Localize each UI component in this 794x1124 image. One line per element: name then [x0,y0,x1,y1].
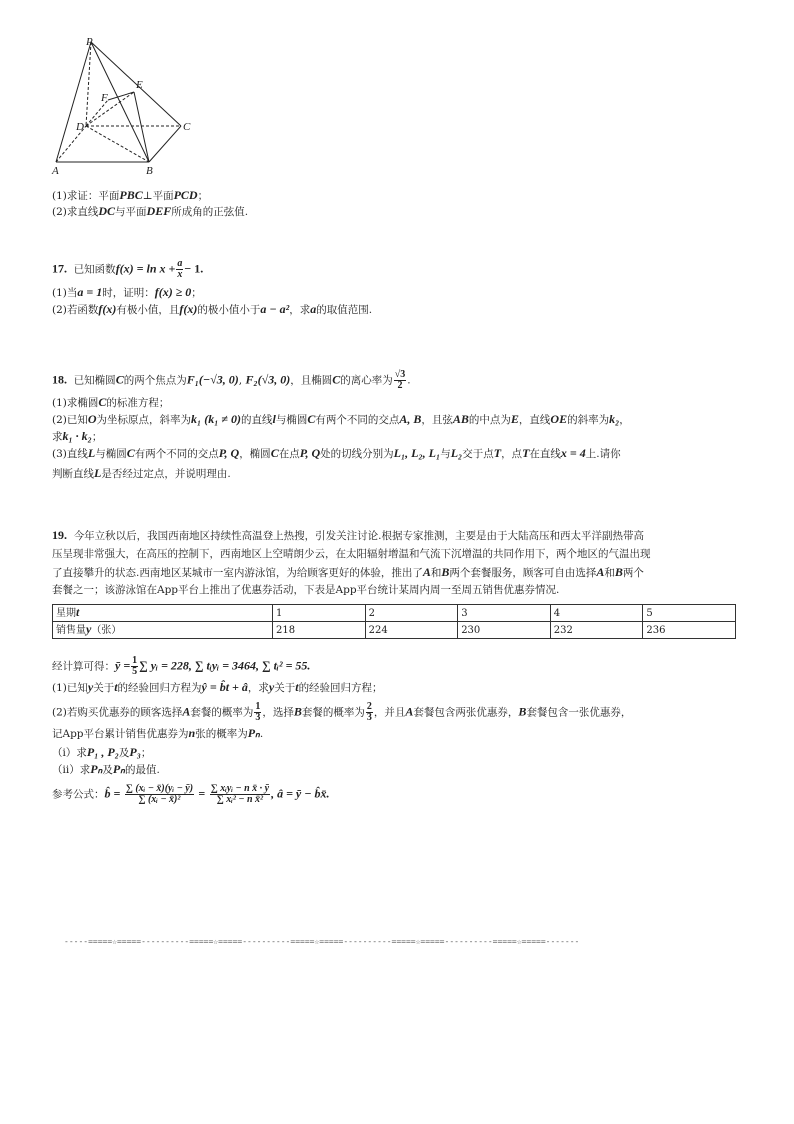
table-cell: 1 [273,605,366,622]
table-cell: 2 [365,605,458,622]
edge-FE [108,92,134,100]
q19-part2-line2: 记App平台累计销售优惠券为n张的概率为Pₙ. [52,726,264,740]
table-row [53,605,736,622]
label-E: E [136,79,143,91]
table-cell: 236 [643,622,736,639]
q19-sub-ii: （ii）求Pₙ及Pₙ的最值. [52,762,160,776]
table-cell: 218 [273,622,366,639]
q18-part3-line1: (3)直线L与椭圆C有两个不同的交点P, Q，椭圆C在点P, Q处的切线分别为L₁, L₂, L₁与L₂交于点T，点T在直线x = 4上.请你 [52,446,621,460]
q19-sub-i: （i）求P₁ , P₂及P₃； [52,745,152,759]
edge-PA [56,42,91,162]
table-row [53,622,736,639]
q19-para-line4: 套餐之一；该游泳馆在App平台上推出了优惠券活动，下表是App平台统计某周内周一至周五销售优惠券情况. [52,584,560,596]
table-cell: 232 [550,622,643,639]
edge-EB [134,92,149,162]
q16-part2: (2)求直线DC与平面DEF所成角的正弦值. [52,204,249,218]
label-A: A [52,165,59,176]
coupon-sales-table [52,604,736,639]
q17-stem: 17. 已知函数f(x) = ln x + $\frac{a}{x}$ − 1. [52,258,204,280]
label-C: C [183,121,191,133]
q19-reference-formula: 参考公式：b̂ = $\frac{\text{∑ (xᵢ − x̄)(yᵢ − ȳ)}}{\text{∑ (xᵢ − x̄)²}}$ = $\frac{\text{∑ xᵢyᵢ − n x̄ · ȳ}}{\text{∑ xᵢ² − n x̄²}}$ , â = ȳ − b̂x̄. [52,783,330,805]
q19-calc: 经计算可得：ȳ = $\frac{1}{5}$ ∑ yᵢ = 228, ∑ tᵢyᵢ = 3464, ∑ tᵢ² = 55. [52,655,311,677]
pyramid-diagram [46,34,206,176]
table-header-cell: 销售量y（张） [53,622,273,639]
page-divider: -----=====☆=====----------=====☆=====----------=====☆=====----------=====☆=====----------=====☆=====------- [64,937,580,946]
q18-part2-line2: 求k₁ · k₂； [52,429,103,443]
q19-part1: (1)已知y关于t的经验回归方程为ŷ = b̂t + â，求y关于t的经验回归方程； [52,680,383,694]
q18-stem: 18. 已知椭圆C的两个焦点为F₁(−√3, 0), F₂(√3, 0)，且椭圆C的离心率为 $\frac{√3}{2}$ . [52,369,411,391]
q19-part2-line1: (2)若购买优惠券的顾客选择A套餐的概率为 $\frac{1}{3}$ ，选择B套餐的概率为 $\frac{2}{3}$ ，并且A套餐包含两张优惠券，B套餐包含一张优惠券， [52,701,632,723]
table-cell: 224 [365,622,458,639]
q16-part1: (1)求证：平面PBC⊥平面PCD； [52,188,209,202]
label-F: F [101,92,108,104]
q19-para-line3: 了直接攀升的状态.西南地区某城市一室内游泳馆，为给顾客更好的体验，推出了A和B两个套餐服务，顾客可自由选择A和B两个 [52,565,644,579]
label-D: D [76,121,84,133]
q18-part3-line2: 判断直线L是否经过定点，并说明理由. [52,466,231,480]
table-cell: 230 [458,622,551,639]
table-cell: 4 [550,605,643,622]
edge-BC [149,126,181,162]
q19-para-line2: 压呈现非常强大，在高压的控制下，西南地区上空晴朗少云，在太阳辐射增温和气流下沉增温的共同作用下，两个地区的气温出现 [52,548,651,560]
q18-part2-line1: (2)已知O为坐标原点，斜率为k₁ (k₁ ≠ 0)的直线l与椭圆C有两个不同的交点A, B，且弦AB的中点为E，直线OE的斜率为k₂， [52,412,630,426]
edge-DE [86,92,134,126]
q17-part2: (2)若函数f(x)有极小值，且f(x)的极小值小于a − a²，求a的取值范围. [52,302,373,316]
label-B: B [146,165,153,176]
edge-PD [86,42,91,126]
table-cell: 3 [458,605,551,622]
q17-part1: (1)当a = 1时，证明：f(x) ≥ 0； [52,285,202,299]
table-header-cell: 星期t [53,605,273,622]
q18-part1: (1)求椭圆C的标准方程； [52,395,170,409]
q19-para-line1: 19. 今年立秋以后，我国西南地区持续性高温登上热搜，引发关注讨论.根据专家推测，主要是由于大陆高压和西太平洋副热带高 [52,528,645,542]
label-P: P [86,36,93,48]
table-cell: 5 [643,605,736,622]
edge-DB [86,126,149,162]
